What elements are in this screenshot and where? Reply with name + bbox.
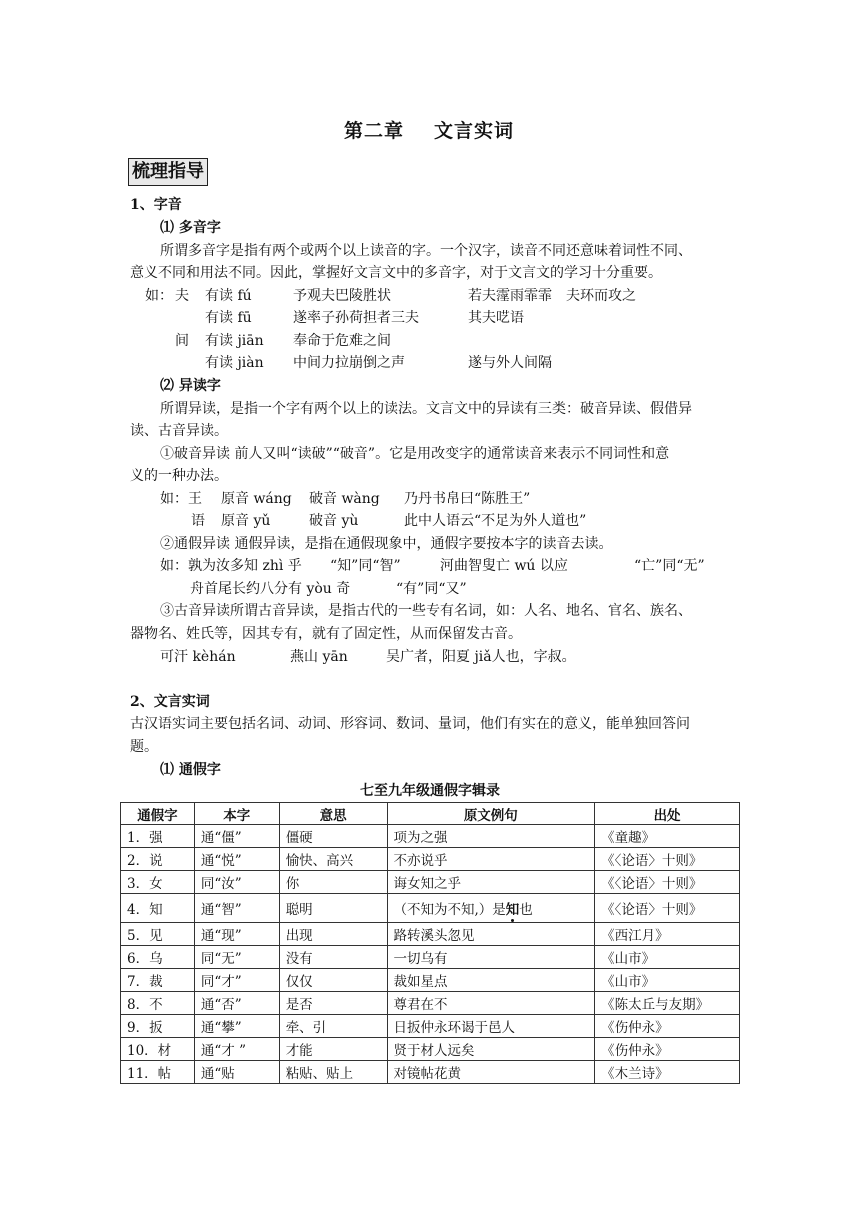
- table-cell: 路转溪头忽见: [387, 923, 595, 946]
- table-cell: 6．乌: [121, 946, 195, 969]
- poyin-original: 原音 yǔ: [221, 513, 271, 529]
- table-cell: 通“否”: [194, 992, 279, 1015]
- subsection-polyphone: ⑴ 多音字: [160, 220, 221, 236]
- example-reading: 有读 fū: [205, 310, 252, 326]
- table-row: [121, 871, 740, 894]
- table-row: [121, 992, 740, 1015]
- tongjia-example: 河曲智叟亡 wú 以应: [440, 558, 568, 574]
- table-row: [121, 1061, 740, 1084]
- table-cell: 通“才 ”: [194, 1038, 279, 1061]
- paragraph-line: 所谓异读，是指一个字有两个以上的读法。文言文中的异读有三类：破音异读、假借异: [160, 401, 692, 417]
- section-1-heading: 1、字音: [130, 197, 182, 213]
- table-cell: 愉快、高兴: [279, 848, 387, 871]
- column-header: 本字: [194, 803, 279, 825]
- example-sentence: 遂率子孙荷担者三夫: [293, 310, 419, 326]
- example-sentence: 其夫呓语: [468, 310, 524, 326]
- table-caption: 七至九年级通假字辑录: [360, 783, 500, 799]
- guyin-example: 可汗 kèhán: [160, 649, 236, 665]
- table-row: [121, 848, 740, 871]
- table-cell: 《〈论语〉十则》: [595, 894, 740, 923]
- subsection-variant-reading: ⑵ 异读字: [160, 378, 221, 394]
- section-2-heading: 2、文言实词: [130, 694, 210, 710]
- poyin-broken: 破音 yù: [309, 513, 359, 529]
- chapter-number: 第二章: [344, 120, 405, 142]
- table-cell: 《〈论语〉十则》: [595, 848, 740, 871]
- table-row: [121, 1038, 740, 1061]
- dotted-character: 知: [505, 902, 520, 918]
- table-cell: 《山市》: [595, 946, 740, 969]
- example-char: 间: [175, 333, 189, 349]
- paragraph-line: 所谓多音字是指有两个或两个以上读音的字。一个汉字，读音不同还意味着词性不同、: [160, 243, 692, 259]
- example-sentence: 奉命于危难之间: [293, 333, 391, 349]
- example-sentence: 遂与外人间隔: [468, 355, 552, 371]
- table-row: [121, 969, 740, 992]
- example-prefix: 如：: [145, 288, 173, 304]
- example-reading: 有读 fú: [205, 288, 252, 304]
- table-row: [121, 1015, 740, 1038]
- guide-box-label: 梳理指导: [128, 158, 208, 186]
- table-cell: 聪明: [279, 894, 387, 923]
- paragraph-line: 意义不同和用法不同。因此，掌握好文言文中的多音字，对于文言文的学习十分重要。: [130, 265, 662, 281]
- table-cell: 尊君在不: [387, 992, 595, 1015]
- table-cell: 诲女知之乎: [387, 871, 595, 894]
- column-header: 通假字: [121, 803, 195, 825]
- poyin-sentence: 乃丹书帛曰“陈胜王”: [404, 491, 531, 507]
- guyin-example: 燕山 yān: [290, 649, 348, 665]
- example-sentence: 中间力拉崩倒之声: [293, 355, 405, 371]
- table-cell: 1．强: [121, 825, 195, 848]
- example-reading: 有读 jiàn: [205, 355, 264, 371]
- table-cell: 同“才”: [194, 969, 279, 992]
- table-cell: 才能: [279, 1038, 387, 1061]
- table-cell: 11．帖: [121, 1061, 195, 1084]
- table-cell: 《伤仲永》: [595, 1015, 740, 1038]
- table-cell: 10．材: [121, 1038, 195, 1061]
- table-cell: 通“悦”: [194, 848, 279, 871]
- example-sentence: 若夫霪雨霏霏 夫环而攻之: [468, 288, 636, 304]
- paragraph-line: 题。: [130, 739, 158, 755]
- example-reading: 有读 jiān: [205, 333, 264, 349]
- subsection-tongjia: ⑴ 通假字: [160, 762, 221, 778]
- tongjia-example: 如：孰为汝多知 zhì 乎: [160, 558, 302, 574]
- table-cell: 牵、引: [279, 1015, 387, 1038]
- table-cell: 7．裁: [121, 969, 195, 992]
- table-cell: 《〈论语〉十则》: [595, 871, 740, 894]
- table-cell: 《童趣》: [595, 825, 740, 848]
- table-cell: 《山市》: [595, 969, 740, 992]
- table-row: [121, 946, 740, 969]
- example-text-pre: （不知为不知,）是: [393, 902, 506, 918]
- example-char: 夫: [175, 288, 189, 304]
- table-cell: 《木兰诗》: [595, 1061, 740, 1084]
- paragraph-line: 器物名、姓氏等，因其专有，就有了固定性，从而保留发古音。: [130, 626, 522, 642]
- table-cell: 通“贴: [194, 1061, 279, 1084]
- table-cell-example: [387, 894, 595, 923]
- example-sentence: 予观夫巴陵胜状: [293, 288, 391, 304]
- paragraph-line: 读、古音异读。: [130, 423, 228, 439]
- table-cell: 《伤仲永》: [595, 1038, 740, 1061]
- table-cell: 没有: [279, 946, 387, 969]
- chapter-name: 文言实词: [434, 120, 515, 142]
- paragraph-line: ②通假异读 通假异读，是指在通假现象中，通假字要按本字的读音去读。: [160, 536, 613, 552]
- tongjia-note: “有”同“又”: [396, 581, 467, 597]
- table-cell: 通“僵”: [194, 825, 279, 848]
- tongjia-example: 舟首尾长约八分有 yòu 奇: [190, 581, 351, 597]
- table-cell: 裁如星点: [387, 969, 595, 992]
- table-cell: 项为之强: [387, 825, 595, 848]
- paragraph-line: 义的一种办法。: [130, 468, 228, 484]
- guyin-example: 吴广者，阳夏 jiǎ人也，字叔。: [386, 649, 576, 665]
- table-cell: 粘贴、贴上: [279, 1061, 387, 1084]
- table-cell: 2．说: [121, 848, 195, 871]
- table-cell: 对镜帖花黄: [387, 1061, 595, 1084]
- table-header-row: [121, 803, 740, 825]
- table-cell: 出现: [279, 923, 387, 946]
- tongjia-note: “知”同“智”: [330, 558, 401, 574]
- table-cell: 3．女: [121, 871, 195, 894]
- table-row: [121, 825, 740, 848]
- table-cell: 通“智”: [194, 894, 279, 923]
- table-cell: 《西江月》: [595, 923, 740, 946]
- table-cell: 仅仅: [279, 969, 387, 992]
- table-row: [121, 923, 740, 946]
- table-cell: 不亦说乎: [387, 848, 595, 871]
- paragraph-line: ①破音异读 前人又叫“读破”“破音”。它是用改变字的通常读音来表示不同词性和意: [160, 446, 670, 462]
- table-cell: 贤于材人远矣: [387, 1038, 595, 1061]
- poyin-sentence: 此中人语云“不足为外人道也”: [404, 513, 587, 529]
- paragraph-line: 古汉语实词主要包括名词、动词、形容词、数词、量词，他们有实在的意义，能单独回答问: [130, 716, 690, 732]
- table-cell: 8．不: [121, 992, 195, 1015]
- tongjia-note: “亡”同“无”: [634, 558, 705, 574]
- table-cell: 通“攀”: [194, 1015, 279, 1038]
- example-text-post: 也: [519, 902, 533, 918]
- column-header: 原文例句: [387, 803, 595, 825]
- table-row: [121, 894, 740, 923]
- paragraph-line: ③古音异读所谓古音异读，是指古代的一些专有名词，如：人名、地名、官名、族名、: [160, 603, 692, 619]
- column-header: 出处: [595, 803, 740, 825]
- table-cell: 同“无”: [194, 946, 279, 969]
- table-cell: 同“汝”: [194, 871, 279, 894]
- column-header: 意思: [279, 803, 387, 825]
- table-cell: 是否: [279, 992, 387, 1015]
- table-cell: 通“现”: [194, 923, 279, 946]
- poyin-broken: 破音 wàng: [309, 491, 380, 507]
- chapter-title: [344, 116, 514, 143]
- table-cell: 5．见: [121, 923, 195, 946]
- table-cell: 你: [279, 871, 387, 894]
- poyin-example-prefix: 如：王: [160, 491, 202, 507]
- table-cell: 4．知: [121, 894, 195, 923]
- poyin-example-prefix: 语: [191, 513, 205, 529]
- tongjia-table: [120, 802, 740, 1084]
- table-cell: 僵硬: [279, 825, 387, 848]
- table-cell: 日扳仲永环谒于邑人: [387, 1015, 595, 1038]
- table-cell: 《陈太丘与友期》: [595, 992, 740, 1015]
- table-cell: 一切乌有: [387, 946, 595, 969]
- poyin-original: 原音 wáng: [221, 491, 292, 507]
- table-cell: 9．扳: [121, 1015, 195, 1038]
